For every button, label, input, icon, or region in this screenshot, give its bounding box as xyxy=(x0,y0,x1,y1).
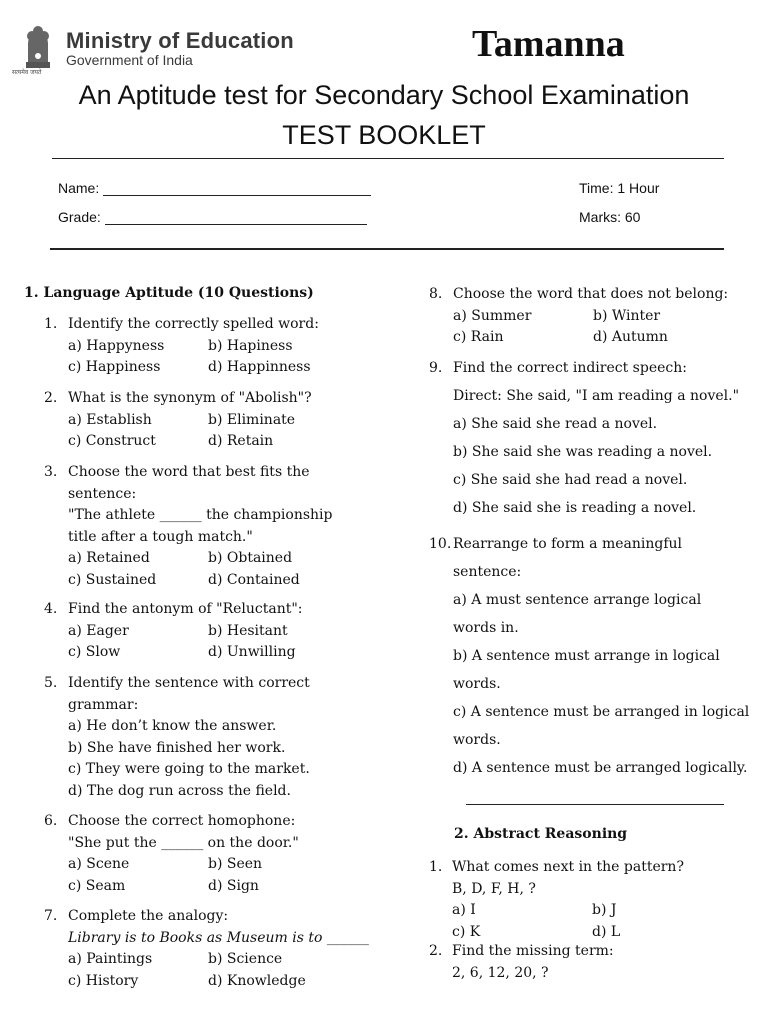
option-a[interactable]: a) Paintings xyxy=(68,951,153,967)
option-b[interactable]: b) J xyxy=(592,902,617,918)
option-a[interactable]: a) Summer xyxy=(453,307,532,324)
grade-label: Grade: xyxy=(58,209,101,225)
option-d[interactable]: d) Autumn xyxy=(593,329,668,345)
question-number: 5. xyxy=(44,675,58,691)
option-c[interactable]: c) She said she had read a novel. xyxy=(453,472,688,488)
option-c[interactable]: c) They were going to the market. xyxy=(68,761,310,777)
question-number: 7. xyxy=(44,908,58,924)
fields-divider xyxy=(50,248,724,250)
question-7 xyxy=(44,906,369,989)
option-b[interactable]: b) Hesitant xyxy=(208,622,288,639)
option-d[interactable]: d) L xyxy=(592,923,621,940)
question-4 xyxy=(44,599,303,660)
option-d[interactable]: d) Unwilling xyxy=(208,644,296,660)
header-divider xyxy=(52,158,724,159)
question-3 xyxy=(44,462,333,588)
question-2 xyxy=(44,388,312,449)
option-d[interactable]: d) Knowledge xyxy=(208,972,306,989)
question-8 xyxy=(429,284,729,345)
question-5 xyxy=(44,673,310,799)
option-c[interactable]: c) A sentence must be arranged in logical xyxy=(453,704,750,720)
question-text: "The athlete ______ the championship xyxy=(68,507,333,523)
option-d[interactable]: d) A sentence must be arranged logically. xyxy=(453,760,748,776)
question-6 xyxy=(44,811,299,894)
name-field[interactable] xyxy=(58,180,371,196)
question-text: Find the antonym of "Reluctant": xyxy=(68,601,303,617)
option-b[interactable]: b) Hapiness xyxy=(208,337,293,354)
question-10 xyxy=(429,530,750,776)
question-number: 9. xyxy=(429,360,443,376)
option-d[interactable]: d) The dog run across the field. xyxy=(68,782,291,799)
option-a[interactable]: a) A must sentence arrange logical xyxy=(453,592,702,608)
option-d[interactable]: d) Contained xyxy=(208,571,300,588)
question-9 xyxy=(429,354,740,516)
option-a[interactable]: a) Happyness xyxy=(68,337,165,354)
option-a[interactable]: a) He don’t know the answer. xyxy=(68,718,277,734)
section-2-title: 2. Abstract Reasoning xyxy=(454,826,628,842)
question-text: grammar: xyxy=(68,696,139,713)
option-a[interactable]: a) Retained xyxy=(68,550,150,566)
option-c[interactable]: c) Rain xyxy=(453,329,504,345)
option-c[interactable]: c) Sustained xyxy=(68,571,157,588)
option-c[interactable]: c) History xyxy=(68,972,139,989)
option-c[interactable]: c) Construct xyxy=(68,433,156,449)
sequence-text: 2, 6, 12, 20, ? xyxy=(452,964,549,981)
analogy-text: Library is to Books as Museum is to ______ xyxy=(68,929,369,946)
question-1 xyxy=(44,314,319,375)
question-text: Identify the sentence with correct xyxy=(68,675,310,691)
pattern-text: B, D, F, H, ? xyxy=(452,880,536,897)
question-text: What is the synonym of "Abolish"? xyxy=(68,390,312,406)
reasoning-question-1 xyxy=(429,857,684,940)
question-text: Identify the correctly spelled word: xyxy=(68,316,319,332)
booklet-title: TEST BOOKLET xyxy=(282,120,486,150)
question-text: Complete the analogy: xyxy=(68,908,229,924)
option-a[interactable]: a) Eager xyxy=(68,622,129,639)
marks-label: Marks: 60 xyxy=(579,209,641,225)
question-text: Rearrange to form a meaningful xyxy=(453,536,683,552)
question-text: title after a tough match." xyxy=(68,528,253,545)
question-text: sentence: xyxy=(68,485,137,502)
question-text: Choose the word that does not belong: xyxy=(453,286,729,302)
option-b[interactable]: b) She have finished her work. xyxy=(68,739,286,756)
question-number: 10. xyxy=(429,536,452,552)
option-b-cont: words. xyxy=(453,676,501,692)
option-c-cont: words. xyxy=(453,732,501,748)
question-number: 1. xyxy=(44,316,58,332)
option-a[interactable]: a) Scene xyxy=(68,856,130,872)
question-text: sentence: xyxy=(453,564,522,580)
question-number: 2. xyxy=(44,390,58,406)
option-d[interactable]: d) Sign xyxy=(208,877,259,894)
option-d[interactable]: d) Happinness xyxy=(208,359,311,375)
option-b[interactable]: b) A sentence must arrange in logical xyxy=(453,648,720,664)
option-c[interactable]: c) Happiness xyxy=(68,359,161,375)
exam-title: An Aptitude test for Secondary School Examination xyxy=(78,80,690,110)
option-c[interactable]: c) K xyxy=(452,923,481,940)
question-text: Choose the word that best fits the xyxy=(68,464,310,480)
option-d[interactable]: d) Retain xyxy=(208,433,274,449)
question-text: Find the missing term: xyxy=(452,943,614,959)
option-d[interactable]: d) She said she is reading a novel. xyxy=(453,500,697,516)
question-number: 1. xyxy=(429,859,443,875)
question-number: 2. xyxy=(429,943,443,959)
option-a[interactable]: a) I xyxy=(452,902,476,918)
section-divider xyxy=(466,804,724,805)
option-c[interactable]: c) Seam xyxy=(68,877,126,894)
option-a[interactable]: a) She said she read a novel. xyxy=(453,416,658,432)
section-1-title: 1. Language Aptitude (10 Questions) xyxy=(24,285,314,301)
option-c[interactable]: c) Slow xyxy=(68,644,121,660)
question-text: Find the correct indirect speech: xyxy=(453,360,687,376)
option-b[interactable]: b) She said she was reading a novel. xyxy=(453,444,713,460)
student-name-title: Tamanna xyxy=(472,23,625,65)
option-b[interactable]: b) Seen xyxy=(208,856,263,872)
ministry-name: Ministry of Education xyxy=(66,28,294,53)
direct-speech: Direct: She said, "I am reading a novel." xyxy=(453,388,740,404)
option-b[interactable]: b) Eliminate xyxy=(208,411,296,428)
reasoning-question-2 xyxy=(429,941,614,981)
option-a[interactable]: a) Establish xyxy=(68,411,152,428)
option-b[interactable]: b) Winter xyxy=(593,307,661,324)
question-text: What comes next in the pattern? xyxy=(452,859,684,875)
option-b[interactable]: b) Obtained xyxy=(208,550,293,566)
time-label: Time: 1 Hour xyxy=(579,180,660,196)
question-number: 6. xyxy=(44,813,58,829)
name-label: Name: xyxy=(58,180,100,196)
question-number: 4. xyxy=(44,601,58,617)
ministry-subtitle: Government of India xyxy=(66,52,193,68)
emblem-motto: सत्यमेव जयते xyxy=(12,69,42,76)
option-a-cont: words in. xyxy=(453,620,519,636)
question-number: 8. xyxy=(429,286,443,302)
option-b[interactable]: b) Science xyxy=(208,951,283,967)
grade-field[interactable] xyxy=(58,209,367,225)
question-number: 3. xyxy=(44,464,58,480)
question-text: Choose the correct homophone: xyxy=(68,813,296,829)
question-text: "She put the ______ on the door." xyxy=(68,834,299,851)
